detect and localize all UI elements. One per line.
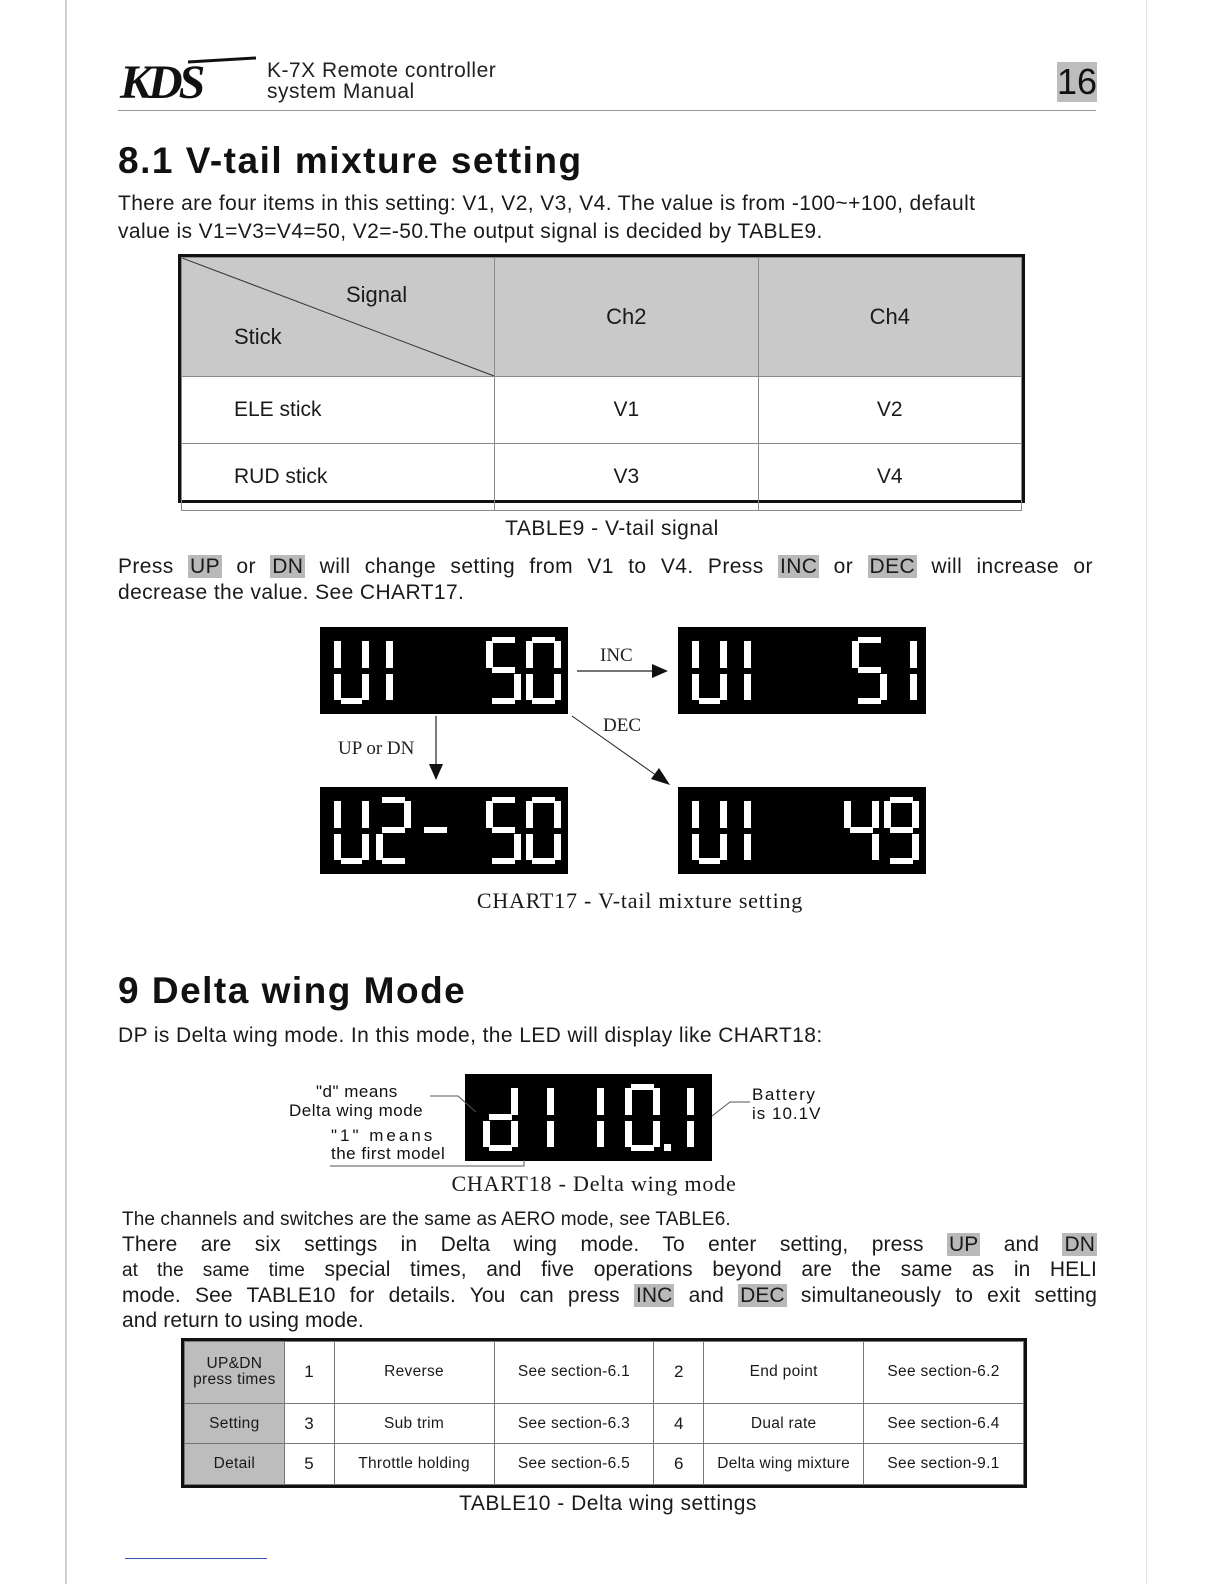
press-line2: decrease the value. See CHART17. — [118, 581, 465, 604]
table10-number: 3 — [284, 1403, 334, 1444]
annotation-d-line1: "d" means — [316, 1082, 398, 1101]
chart18-leaders — [0, 1060, 1224, 1180]
row-header-line1: UP&DN — [206, 1355, 263, 1373]
para-text: special times, and five operations beyond are the same as in HELI — [324, 1258, 1097, 1281]
chart17-inc-label: INC — [600, 645, 633, 666]
row-header-line2: press times — [193, 1371, 276, 1389]
table10 — [181, 1338, 1027, 1488]
chart18-annotation-battery: Battery — [752, 1085, 817, 1104]
press-text: will increase or — [931, 555, 1093, 578]
table9-col-header: Ch4 — [758, 258, 1021, 377]
chart18-annotation-battery2: is 10.1V — [752, 1104, 822, 1123]
table9-stick-label: Stick — [234, 324, 282, 349]
delta-settings-paragraph — [122, 1207, 1097, 1333]
table10-setting-name: Reverse — [334, 1342, 494, 1404]
leader-d — [430, 1096, 476, 1112]
chart17-updn-label: UP or DN — [338, 738, 415, 759]
key-up: UP — [948, 1233, 979, 1256]
footer-rule — [125, 1558, 267, 1559]
section-heading-vtail: 8.1 V-tail mixture setting — [118, 140, 583, 181]
chart17-dec-label: DEC — [603, 715, 641, 736]
para-text: at the same time — [122, 1260, 305, 1281]
table-row — [185, 1342, 1024, 1404]
delta-intro: DP is Delta wing mode. In this mode, the LED will display like CHART18: — [118, 1024, 823, 1047]
logo-text: KDS — [120, 56, 202, 106]
press-text: Press — [118, 555, 174, 578]
table10-row-header — [185, 1342, 285, 1404]
arrow-inc-head — [652, 664, 668, 678]
table9-signal-label: Signal — [346, 282, 408, 307]
table10-number: 5 — [284, 1444, 334, 1485]
leader-battery — [712, 1102, 750, 1116]
table9-cell: V3 — [495, 444, 758, 511]
chart18-annotation-1b: the first model — [331, 1144, 446, 1163]
para-text: simultaneously to exit setting — [800, 1284, 1097, 1307]
para-text: mode. See TABLE10 for details. You can press — [122, 1284, 620, 1307]
arrow-updn-head — [429, 764, 443, 780]
table10-row-header: Detail — [185, 1444, 285, 1485]
para-text: There are six settings in Delta wing mode. To enter setting, press — [122, 1233, 924, 1256]
table10-setting-name: Sub trim — [334, 1403, 494, 1444]
table10-see-ref: See section-6.3 — [494, 1403, 654, 1444]
delta-para-line2 — [122, 1232, 1097, 1257]
table10-number: 6 — [654, 1444, 704, 1485]
table10-setting-name: Throttle holding — [334, 1444, 494, 1485]
table10-number: 4 — [654, 1403, 704, 1444]
table-row — [185, 1403, 1024, 1444]
table10-see-ref: See section-9.1 — [864, 1444, 1024, 1485]
table9-stick-cell: ELE stick — [182, 377, 495, 444]
section-heading-delta: 9 Delta wing Mode — [118, 970, 467, 1011]
press-text: or — [833, 555, 854, 578]
header-title-line2: system Manual — [267, 80, 415, 103]
delta-para-line5: and return to using mode. — [122, 1309, 364, 1332]
vtail-intro-line2: value is V1=V3=V4=50, V2=-50.The output signal is decided by TABLE9. — [118, 220, 823, 243]
chart18-annotation-d — [316, 1082, 398, 1101]
table10-setting-name: Delta wing mixture — [704, 1444, 864, 1485]
table9-cell: V1 — [495, 377, 758, 444]
key-dn: DN — [1064, 1233, 1096, 1256]
key-dec: DEC — [869, 555, 916, 578]
table9-stick-cell: RUD stick — [182, 444, 495, 511]
press-text: will change setting from V1 to V4. Press — [319, 555, 764, 578]
chart18-annotation-1: "1" means — [331, 1126, 436, 1145]
chart17-caption: CHART17 - V-tail mixture setting — [476, 888, 804, 913]
table10-row-header: Setting — [185, 1403, 285, 1444]
table10-see-ref: See section-6.2 — [864, 1342, 1024, 1404]
delta-para-line4 — [122, 1283, 1097, 1308]
table10-number: 1 — [284, 1342, 334, 1404]
chart18-annotation-d2: Delta wing mode — [289, 1101, 424, 1120]
chart18-caption: CHART18 - Delta wing mode — [451, 1171, 737, 1196]
press-text: or — [236, 555, 256, 578]
para-text: and — [688, 1284, 724, 1307]
table10-see-ref: See section-6.5 — [494, 1444, 654, 1485]
table10-caption: TABLE10 - Delta wing settings — [459, 1492, 757, 1515]
key-dn: DN — [272, 555, 304, 578]
arrow-dec-head — [651, 768, 670, 785]
table10-setting-name: End point — [704, 1342, 864, 1404]
table9-caption: TABLE9 - V-tail signal — [505, 517, 719, 540]
header-title-line1: K-7X Remote controller — [267, 59, 497, 82]
para-text: and — [1003, 1233, 1040, 1256]
table10-see-ref: See section-6.1 — [494, 1342, 654, 1404]
table9-cell: V2 — [758, 377, 1021, 444]
table9-cell: V4 — [758, 444, 1021, 511]
table10-see-ref: See section-6.4 — [864, 1403, 1024, 1444]
key-inc: INC — [779, 555, 818, 578]
delta-para-line1: The channels and switches are the same as AERO mode, see TABLE6. — [122, 1209, 731, 1230]
vtail-intro-line1: There are four items in this setting: V1, V2, V3, V4. The value is from -100~+100, default — [118, 192, 976, 215]
delta-para-line3 — [122, 1257, 1097, 1283]
table10-number: 2 — [654, 1342, 704, 1404]
table10-setting-name: Dual rate — [704, 1403, 864, 1444]
page-number: 16 — [1057, 61, 1098, 102]
key-inc: INC — [635, 1284, 673, 1307]
table9-col-header: Ch2 — [495, 258, 758, 377]
key-dec: DEC — [740, 1284, 785, 1307]
table-row — [185, 1444, 1024, 1485]
key-up: UP — [190, 555, 221, 578]
